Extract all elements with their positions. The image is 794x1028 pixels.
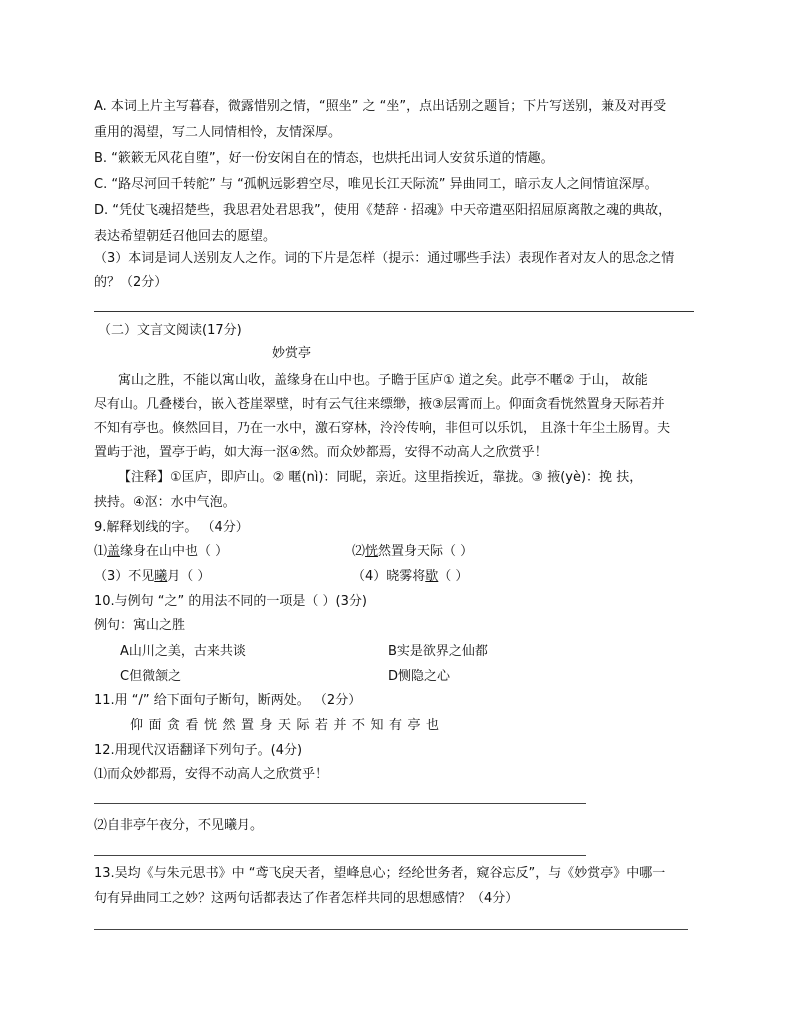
question-10-option-d: D恻隐之心 xyxy=(388,669,451,684)
answer-line-q3 xyxy=(94,311,694,312)
question-3-line-2: 的？（2分） xyxy=(94,275,168,290)
question-12-stem: 12.用现代汉语翻译下列句子。(4分) xyxy=(94,743,303,758)
q9-item-1-number: ⑴ xyxy=(94,544,108,559)
q9-item-2-number: ⑵ xyxy=(352,544,366,559)
question-9-item-1 xyxy=(94,543,228,561)
question-10-example: 例句：寓山之胜 xyxy=(94,618,186,633)
passage-line-2: 尽有山。几叠楼台，嵌入苍崖翠壁，时有云气往来缥缈，掖③层霄而上。仰面贪看恍然置身天际若并 xyxy=(94,397,665,412)
q9-item-3-underlined-char: 曦 xyxy=(154,569,168,584)
q9-item-4-underlined-char: 歇 xyxy=(425,569,439,584)
q9-item-2-underlined-char: 恍 xyxy=(365,544,379,559)
question-12-sentence-2: ⑵自非亭午夜分，不见曦月。 xyxy=(94,818,264,833)
passage-line-3: 不知有亭也。倏然回目，乃在一水中，激石穿林，泠泠传响，非但可以乐饥， 且涤十年尘土肠胃。夫 xyxy=(94,421,671,436)
notes-line-1: 【注释】①匡庐，即庐山。② 暱(nì)：同昵，亲近。这里指挨近，靠拢。③ 掖(yè)：挽 扶， xyxy=(118,470,643,485)
passage-line-1: 寓山之胜，不能以寓山收，盖缘身在山中也。子瞻于匡庐① 道之矣。此亭不暱② 于山， 故能 xyxy=(118,373,648,388)
question-9-item-3 xyxy=(94,568,210,586)
option-d-line-2: 表达希望朝廷召他回去的愿望。 xyxy=(94,229,277,244)
question-11-stem: 11.用 “/” 给下面句子断句，断两处。 （2分） xyxy=(94,693,362,708)
answer-line-q12-1 xyxy=(94,803,586,804)
question-9-item-2 xyxy=(352,543,473,561)
question-12-sentence-1: ⑴而众妙都焉，安得不动高人之欣赏乎！ xyxy=(94,767,329,782)
option-a-line-1: A. 本词上片主写暮春，微露惜别之情，“照坐” 之 “坐”，点出话别之题旨；下片写送别，兼及对再受 xyxy=(94,99,667,114)
q9-item-3-rest: 月（ ） xyxy=(167,569,211,584)
q9-item-4-rest: （ ） xyxy=(438,569,469,584)
q9-item-4-number: （4）晓雾将 xyxy=(352,569,426,584)
option-d-line-1: D. “凭仗飞魂招楚些，我思君处君思我”，使用《楚辞 · 招魂》中天帝遣巫阳招屈原离散之魂的典故， xyxy=(94,203,672,218)
question-9-item-4 xyxy=(352,568,468,586)
q9-item-2-rest: 然置身天际（ ） xyxy=(378,544,474,559)
question-9-stem: 9.解释划线的字。 （4分） xyxy=(94,520,249,535)
answer-line-q12-2 xyxy=(94,855,586,856)
q9-item-1-rest: 缘身在山中也（ ） xyxy=(120,544,229,559)
passage-line-4: 置屿于池，置亭于屿，如大海一沤④然。而众妙都焉，安得不动高人之欣赏乎！ xyxy=(94,445,548,460)
question-10-option-b: B实是欲界之仙都 xyxy=(388,644,488,659)
notes-line-2: 挟持。④沤：水中气泡。 xyxy=(94,495,236,510)
question-10-option-a: A山川之美，古来共谈 xyxy=(120,644,246,659)
option-b: B. “簌簌无风花自堕”，好一份安闲自在的情态，也烘托出词人安贫乐道的情趣。 xyxy=(94,151,554,166)
passage-title: 妙赏亭 xyxy=(272,346,312,361)
question-13-line-1: 13.吴均《与朱元思书》中 “鸢飞戾天者，望峰息心；经纶世务者，窥谷忘反”，与《妙赏亭》中哪一 xyxy=(94,866,666,881)
question-10-stem: 10.与例句 “之” 的用法不同的一项是（ ）(3分) xyxy=(94,594,367,609)
question-13-line-2: 句有异曲同工之妙？这两句话都表达了作者怎样共同的思想感情？（4分） xyxy=(94,891,519,906)
option-a-line-2: 重用的渴望，写二人同情相怜，友情深厚。 xyxy=(94,125,342,140)
question-10-option-c: C但微颔之 xyxy=(120,669,182,684)
question-11-sentence: 仰面贪看恍然置身天际若并不知有亭也 xyxy=(130,718,445,733)
q9-item-3-number: （3）不见 xyxy=(94,569,155,584)
section-heading: （二）文言文阅读(17分) xyxy=(98,323,242,338)
question-3-line-1: （3）本词是词人送别友人之作。词的下片是怎样（提示：通过哪些手法）表现作者对友人的思念之情 xyxy=(94,251,675,266)
q9-item-1-underlined-char: 盖 xyxy=(107,544,121,559)
option-c: C. “路尽河回千转舵” 与 “孤帆远影碧空尽，唯见长江天际流” 异曲同工，暗示友人之间情谊深厚。 xyxy=(94,177,658,192)
answer-line-q13 xyxy=(94,929,688,930)
